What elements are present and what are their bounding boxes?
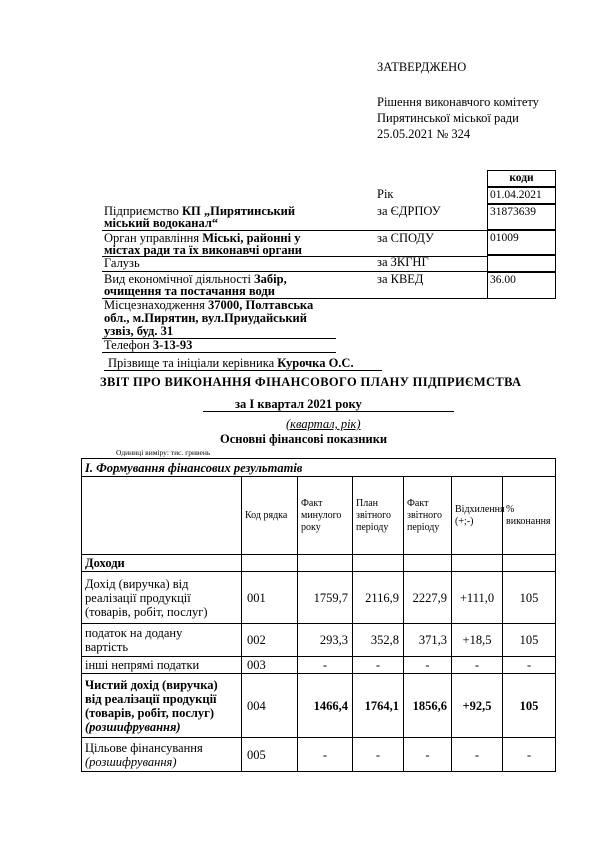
group-empty-cell — [242, 555, 298, 572]
report-units: Одиниці виміру: тис. гривень — [116, 448, 211, 457]
row-name-line: вартість — [85, 640, 129, 654]
activity-name: Забір, — [254, 272, 287, 286]
row-percent: 105 — [503, 624, 556, 657]
location-label: Місцезнаходження — [104, 298, 205, 312]
table-header-row — [82, 477, 556, 555]
row-fact-curr: 371,3 — [404, 624, 452, 657]
row-name-line: реалізації продукції — [85, 590, 191, 605]
row-deviation: +92,5 — [452, 674, 503, 738]
row-code: 005 — [242, 738, 298, 772]
header-deviation: Відхилення (+;-) — [452, 477, 503, 555]
activity-label: Вид економічної діяльності — [104, 272, 251, 286]
row-deviation: - — [452, 738, 503, 772]
location-value: 37000, Полтавська — [208, 298, 314, 312]
code-spodu-value: 01009 — [487, 230, 556, 255]
code-zkgng-label: за ЗКГНГ — [377, 255, 429, 269]
report-title: ЗВІТ ПРО ВИКОНАННЯ ФІНАНСОВОГО ПЛАНУ ПІДПРИЄМСТВА — [100, 375, 522, 389]
branch-label: Галузь — [104, 256, 140, 270]
row-fact-prev: 293,3 — [298, 624, 353, 657]
row-code: 001 — [242, 572, 298, 624]
row-name — [82, 572, 242, 624]
location-value-cont-2: узвіз, буд. 31 — [104, 324, 174, 338]
group-empty-cell — [353, 555, 404, 572]
table-group-row — [82, 555, 556, 572]
row-name-line: (розшифрування) — [85, 754, 177, 769]
row-plan: 1764,1 — [353, 674, 404, 738]
activity-name-cont: очищення та постачання води — [104, 284, 275, 298]
code-edrpou-label: за ЄДРПОУ — [377, 204, 441, 218]
report-period: за I квартал 2021 року — [235, 397, 362, 411]
row-name — [82, 624, 242, 657]
row-name — [82, 674, 242, 738]
code-spodu-label: за СПОДУ — [377, 231, 434, 245]
row-fact-curr: - — [404, 738, 452, 772]
enterprise-name-cont: міський водоканал“ — [104, 216, 219, 230]
report-period-hint: (квартал, рік) — [286, 417, 361, 431]
phone-value: 3-13-93 — [152, 338, 193, 352]
row-name-line: Цільове фінансування — [85, 740, 203, 755]
enterprise-name: КП „Пирятинський — [181, 204, 296, 218]
row-plan: 352,8 — [353, 624, 404, 657]
authority-name: Міські, районні у — [202, 231, 301, 245]
row-code: 002 — [242, 624, 298, 657]
authority-label: Орган управління — [104, 231, 200, 245]
approval-line-3: 25.05.2021 № 324 — [377, 127, 471, 141]
divider-authority — [102, 256, 487, 257]
group-empty-cell — [503, 555, 556, 572]
row-fact-curr: - — [404, 657, 452, 674]
row-percent: 105 — [503, 572, 556, 624]
row-name-line: (розшифрування) — [85, 719, 181, 734]
table-row — [82, 624, 556, 657]
row-percent: - — [503, 657, 556, 674]
approval-line-2: Пирятинської міської ради — [377, 111, 519, 125]
row-name-line: (товарів, робіт, послуг) — [85, 705, 214, 720]
divider-phone — [102, 352, 336, 353]
code-kved-value: 36.00 — [487, 272, 556, 299]
table-row — [82, 738, 556, 772]
head-line — [108, 356, 354, 371]
row-code: 003 — [242, 657, 298, 674]
code-zkgng-value — [487, 255, 556, 272]
group-empty-cell — [298, 555, 353, 572]
header-name — [82, 477, 242, 555]
row-name-line: (товарів, робіт, послуг) — [85, 604, 208, 619]
row-percent: - — [503, 738, 556, 772]
table-section-row — [82, 459, 556, 477]
row-fact-curr: 2227,9 — [404, 572, 452, 624]
approval-title: ЗАТВЕРДЖЕНО — [377, 60, 467, 74]
row-fact-prev: 1466,4 — [298, 674, 353, 738]
divider-head — [104, 370, 382, 371]
table-row — [82, 572, 556, 624]
row-name-line: податок на додану — [85, 626, 183, 640]
row-name-line: інші непрямі податки — [85, 658, 200, 672]
row-deviation: +18,5 — [452, 624, 503, 657]
head-name: Курочка О.С. — [277, 356, 354, 370]
enterprise-label: Підприємство — [104, 204, 179, 218]
financial-table — [81, 458, 556, 772]
row-plan: - — [353, 738, 404, 772]
authority-name-cont: містах ради та їх виконавчі органи — [104, 243, 302, 257]
row-name — [82, 738, 242, 772]
row-fact-prev: 1759,7 — [298, 572, 353, 624]
row-plan: - — [353, 657, 404, 674]
row-code: 004 — [242, 674, 298, 738]
table-row — [82, 674, 556, 738]
row-deviation: - — [452, 657, 503, 674]
row-name — [82, 657, 242, 674]
row-fact-prev: - — [298, 657, 353, 674]
row-name-line: Дохід (виручка) від — [85, 576, 189, 591]
section-title: І. Формування фінансових результатів — [82, 459, 556, 477]
group-empty-cell — [452, 555, 503, 572]
head-label: Прізвище та ініціали керівника — [108, 356, 275, 370]
header-code: Код рядка — [242, 477, 298, 555]
row-fact-curr: 1856,6 — [404, 674, 452, 738]
header-fact-curr: Факт звітного періоду — [404, 477, 452, 555]
code-year-label: Рік — [377, 187, 394, 201]
code-year-value: 01.04.2021 — [487, 187, 556, 204]
header-percent: % виконання — [503, 477, 556, 555]
row-fact-prev: - — [298, 738, 353, 772]
approval-line-1: Рішення виконавчого комітету — [377, 95, 539, 109]
phone-label: Телефон — [104, 338, 150, 352]
code-kved-label: за КВЕД — [377, 272, 424, 286]
divider-period — [203, 411, 454, 412]
location-value-cont-1: обл., м.Пирятин, вул.Приудайський — [104, 311, 307, 325]
header-fact-prev: Факт минулого року — [298, 477, 353, 555]
row-name-line: від реалізації продукції — [85, 691, 217, 706]
row-plan: 2116,9 — [353, 572, 404, 624]
report-subtitle: Основні фінансові показники — [220, 432, 388, 446]
group-empty-cell — [404, 555, 452, 572]
table-row — [82, 657, 556, 674]
header-plan: План звітного періоду — [353, 477, 404, 555]
row-name-line: Чистий дохід (виручка) — [85, 677, 218, 692]
row-deviation: +111,0 — [452, 572, 503, 624]
code-edrpou-value: 31873639 — [487, 204, 556, 230]
phone-line — [104, 338, 192, 353]
group-title: Доходи — [82, 555, 242, 572]
codes-header: коди — [487, 170, 556, 187]
row-percent: 105 — [503, 674, 556, 738]
